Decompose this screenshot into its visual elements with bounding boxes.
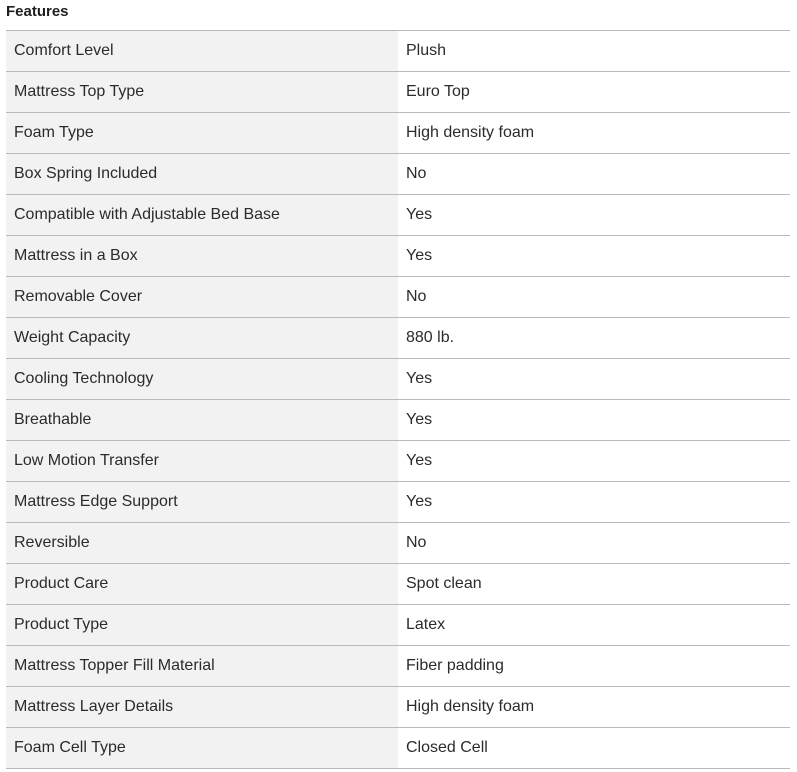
feature-label: Mattress Topper Fill Material [6, 646, 398, 686]
feature-label: Cooling Technology [6, 359, 398, 399]
table-row [6, 195, 790, 236]
feature-label: Box Spring Included [6, 154, 398, 194]
feature-label: Mattress Layer Details [6, 687, 398, 727]
table-row [6, 605, 790, 646]
feature-value: Yes [398, 359, 790, 399]
table-row [6, 154, 790, 195]
feature-value: No [398, 154, 790, 194]
feature-value: No [398, 277, 790, 317]
feature-label: Comfort Level [6, 31, 398, 71]
features-table [6, 30, 790, 769]
feature-value: Spot clean [398, 564, 790, 604]
table-row [6, 400, 790, 441]
feature-value: Latex [398, 605, 790, 645]
feature-label: Product Type [6, 605, 398, 645]
feature-label: Foam Cell Type [6, 728, 398, 768]
feature-value: Plush [398, 31, 790, 71]
feature-value: Closed Cell [398, 728, 790, 768]
table-row [6, 523, 790, 564]
feature-value: Fiber padding [398, 646, 790, 686]
feature-value: High density foam [398, 687, 790, 727]
table-row [6, 564, 790, 605]
feature-value: Yes [398, 400, 790, 440]
feature-label: Low Motion Transfer [6, 441, 398, 481]
feature-label: Reversible [6, 523, 398, 563]
table-row [6, 482, 790, 523]
table-row [6, 236, 790, 277]
feature-value: 880 lb. [398, 318, 790, 358]
feature-label: Weight Capacity [6, 318, 398, 358]
feature-label: Mattress in a Box [6, 236, 398, 276]
feature-label: Foam Type [6, 113, 398, 153]
feature-label: Removable Cover [6, 277, 398, 317]
feature-label: Breathable [6, 400, 398, 440]
features-heading: Features [6, 3, 69, 20]
feature-label: Compatible with Adjustable Bed Base [6, 195, 398, 235]
table-row [6, 646, 790, 687]
feature-value: High density foam [398, 113, 790, 153]
table-row [6, 277, 790, 318]
feature-value: Yes [398, 441, 790, 481]
feature-value: No [398, 523, 790, 563]
table-row [6, 359, 790, 400]
feature-value: Euro Top [398, 72, 790, 112]
table-row [6, 441, 790, 482]
table-row [6, 113, 790, 154]
table-row [6, 72, 790, 113]
feature-value: Yes [398, 195, 790, 235]
table-row [6, 31, 790, 72]
table-row [6, 318, 790, 359]
table-row [6, 728, 790, 769]
feature-value: Yes [398, 482, 790, 522]
feature-value: Yes [398, 236, 790, 276]
feature-label: Mattress Edge Support [6, 482, 398, 522]
table-row [6, 687, 790, 728]
feature-label: Product Care [6, 564, 398, 604]
feature-label: Mattress Top Type [6, 72, 398, 112]
